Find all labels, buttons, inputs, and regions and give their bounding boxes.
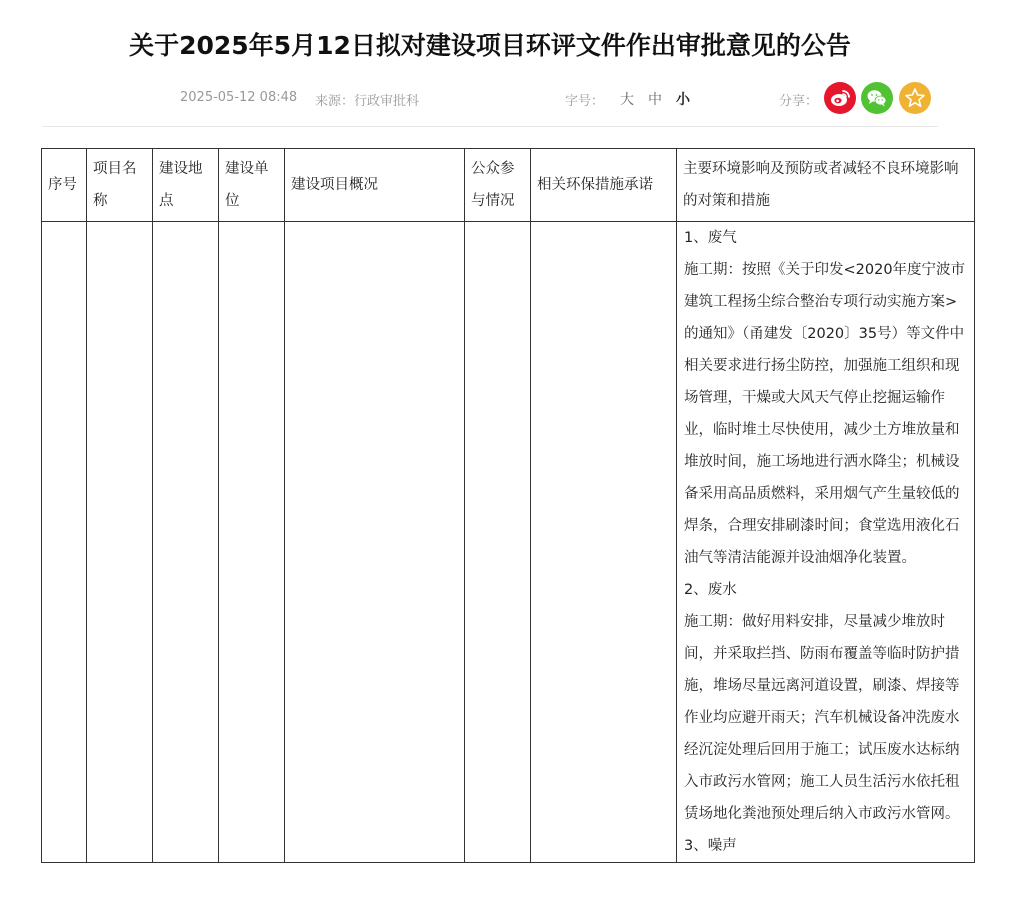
header-cell-overview: 建设项目概况 (285, 149, 465, 222)
cell-project-name (87, 222, 153, 863)
favorite-icon (904, 87, 926, 109)
header-cell-index: 序号 (42, 149, 87, 222)
measure-heading-exhaust: 1、废气 (684, 230, 737, 246)
cell-index (42, 222, 87, 863)
approval-table (41, 148, 975, 863)
weibo-share-button[interactable] (824, 82, 856, 114)
measure-heading-wastewater: 2、废水 (684, 582, 737, 598)
wechat-icon (866, 88, 888, 108)
wechat-share-button[interactable] (861, 82, 893, 114)
source: 来源：行政审批科 (315, 94, 420, 109)
cell-commitments (531, 222, 677, 863)
divider (42, 126, 938, 127)
favorite-share-button[interactable] (899, 82, 931, 114)
measure-text-exhaust: 施工期：按照《关于印发<2020年度宁波市建筑工程扬尘综合整治专项行动实施方案>的通知》（甬建发〔2020〕35号）等文件中相关要求进行扬尘防控，加强施工组织和现场管理，干燥或大风天气停止挖掘运输作业，临时堆土尽快使用，减少土方堆放量和堆放时间，施工场地进行洒水降尘；机械设备采用高品质燃料，采用烟气产生量较低的焊条，合理安排刷漆时间；食堂选用液化石油气等清洁能源并设油烟净化装置。 (684, 262, 966, 566)
font-size-small-button[interactable]: 小 (676, 92, 690, 108)
weibo-icon (829, 88, 851, 108)
cell-location (153, 222, 219, 863)
header-cell-public-participation: 公众参与情况 (465, 149, 531, 222)
cell-public-participation (465, 222, 531, 863)
share-label: 分享： (779, 94, 819, 109)
cell-builder (219, 222, 285, 863)
header-cell-project-name: 项目名称 (87, 149, 153, 222)
measure-text-wastewater: 施工期：做好用料安排，尽量减少堆放时间，并采取拦挡、防雨布覆盖等临时防护措施，堆场尽量远离河道设置，刷漆、焊接等作业均应避开雨天；汽车机械设备冲洗废水经沉淀处理后回用于施工；试压废水达标纳入市政污水管网；施工人员生活污水依托租赁场地化粪池预处理后纳入市政污水管网。 (684, 614, 960, 822)
measure-heading-noise: 3、噪声 (684, 838, 737, 854)
cell-measures (677, 222, 975, 863)
font-size-medium-button[interactable]: 中 (648, 92, 662, 108)
header-cell-location: 建设地点 (153, 149, 219, 222)
header-cell-measures: 主要环境影响及预防或者减轻不良环境影响的对策和措施 (677, 149, 975, 222)
header-cell-builder: 建设单位 (219, 149, 285, 222)
page-title: 关于2025年5月12日拟对建设项目环评文件作出审批意见的公告 (129, 31, 851, 60)
meta-bar (0, 88, 1018, 110)
table-row (42, 222, 975, 863)
header-cell-commitments: 相关环保措施承诺 (531, 149, 677, 222)
table-header-row (42, 149, 975, 222)
font-size-label: 字号： (565, 94, 605, 109)
cell-overview (285, 222, 465, 863)
publish-date: 2025-05-12 08:48 (180, 90, 298, 105)
font-size-large-button[interactable]: 大 (620, 92, 634, 108)
